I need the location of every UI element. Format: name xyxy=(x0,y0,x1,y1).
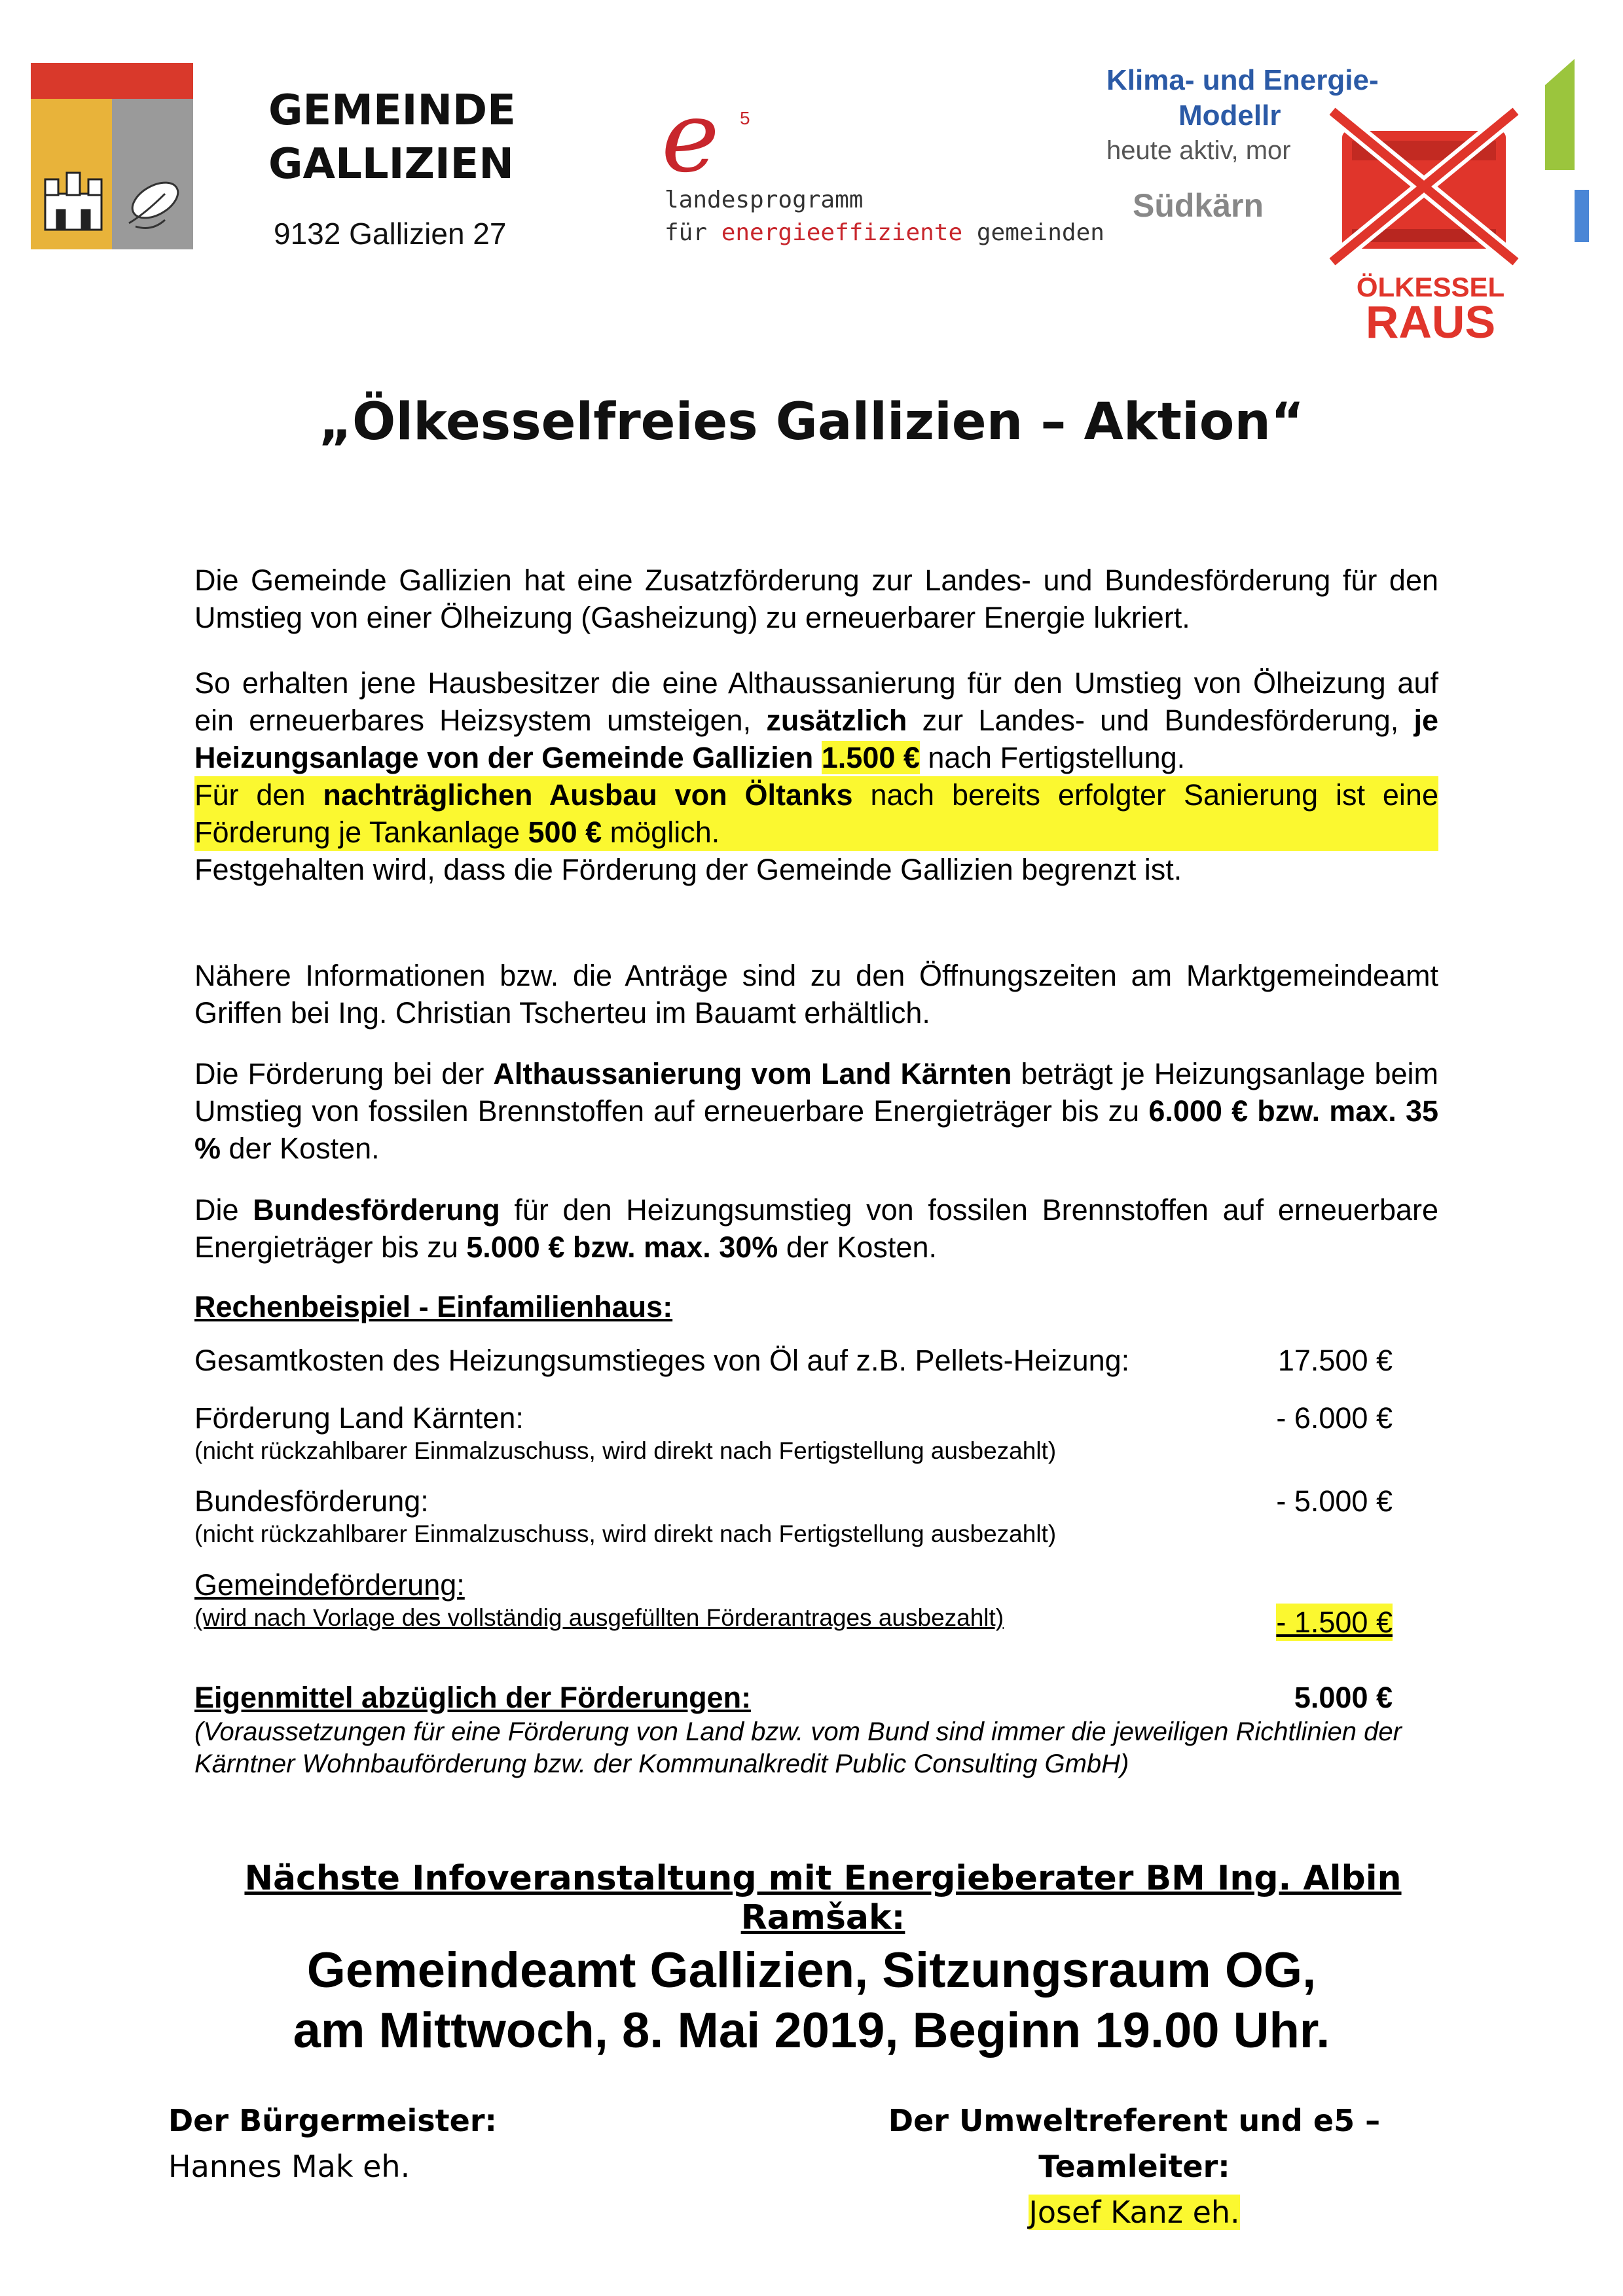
federal-text-a: Die xyxy=(194,1193,253,1227)
calc-gemeinde-row xyxy=(194,1566,1393,1639)
land-text-d: 6.000 € bzw. max. 35 % xyxy=(194,1094,1439,1165)
calc-bund-label: Bundesförderung: xyxy=(194,1484,429,1518)
federal-text-e: der Kosten. xyxy=(778,1230,937,1264)
event-details xyxy=(0,1941,1623,2061)
calc-total-value: 17.500 € xyxy=(1277,1344,1393,1377)
e5-line2-highlight: energieeffiziente xyxy=(721,219,963,246)
subsidy-text xyxy=(194,664,1438,776)
mayor-role: Der Bürgermeister: xyxy=(168,2103,497,2138)
subsidy-text-b: zusätzlich xyxy=(766,704,907,737)
e5-logo-mark: e xyxy=(661,81,720,194)
tank-amount: 500 € xyxy=(528,816,602,849)
kem-line3: heute aktiv, mor xyxy=(1106,136,1291,165)
kem-line2: Modellr xyxy=(1178,99,1281,132)
signature-environment-officer xyxy=(802,2098,1467,2235)
mayor-name: Hannes Mak eh. xyxy=(168,2149,410,2184)
klima-energie-modellregion-logo xyxy=(1100,59,1591,347)
event-line1: Gemeindeamt Gallizien, Sitzungsraum OG, xyxy=(306,1943,1317,1998)
municipality-line1: GEMEINDE xyxy=(268,86,516,135)
calc-heading: Rechenbeispiel - Einfamilienhaus: xyxy=(194,1290,673,1323)
land-text-a: Die Förderung bei der xyxy=(194,1057,494,1090)
calc-bund-note: (nicht rückzahlbarer Einmalzuschuss, wird direkt nach Fertigstellung ausbezahlt) xyxy=(194,1520,1057,1547)
calc-bund-value: - 5.000 € xyxy=(1276,1484,1393,1518)
officer-name: Josef Kanz eh. xyxy=(1029,2195,1240,2230)
oelkessel-line2: RAUS xyxy=(1365,296,1496,347)
subsidy-text-d: je Heizungsanlage von der Gemeinde Gallizien xyxy=(194,704,1439,774)
e5-logo-superscript: 5 xyxy=(740,108,750,128)
land-text-c: beträgt je Heizungsanlage beim Umstieg von fossilen Brennstoffen auf erneuerbare Energieträger bis zu xyxy=(194,1057,1438,1128)
tank-text-c: nach bereits erfolgter Sanierung ist eine Förderung je Tankanlage xyxy=(194,778,1438,849)
calc-land-note: (nicht rückzahlbarer Einmalzuschuss, wird direkt nach Fertigstellung ausbezahlt) xyxy=(194,1437,1057,1464)
federal-text-d: 5.000 € bzw. max. 30% xyxy=(466,1230,778,1264)
event-line2: am Mittwoch, 8. Mai 2019, Beginn 19.00 Uhr. xyxy=(293,2003,1330,2058)
municipality-line2: GALLIZIEN xyxy=(268,140,514,188)
e5-program-logo xyxy=(661,81,1104,259)
calc-eigen-label: Eigenmittel abzüglich der Förderungen: xyxy=(194,1681,752,1714)
oelkessel-line1: ÖLKESSEL xyxy=(1356,272,1505,302)
e5-line1: landesprogramm xyxy=(665,187,864,213)
intro-paragraph xyxy=(194,562,1438,636)
signature-mayor xyxy=(168,2098,497,2189)
calc-bund-row xyxy=(194,1482,1393,1549)
federal-subsidy-text xyxy=(194,1191,1438,1266)
land-subsidy-text xyxy=(194,1055,1438,1167)
subsidy-paragraph xyxy=(194,664,1438,888)
info-paragraph xyxy=(194,957,1438,1031)
calc-land-label: Förderung Land Kärnten: xyxy=(194,1401,524,1435)
intro-text: Die Gemeinde Gallizien hat eine Zusatzförderung zur Landes- und Bundesförderung für den Umstieg von einer Ölheizung (Gasheizung) zu erneuerbarer Energie lukriert. xyxy=(194,564,1438,634)
subsidy-text-c: zur Landes- und Bundesförderung, xyxy=(907,704,1414,737)
kem-line1: Klima- und Energie- xyxy=(1106,64,1379,96)
subsidy-text-g: nach Fertigstellung. xyxy=(919,741,1186,774)
municipality-address: 9132 Gallizien 27 xyxy=(274,217,507,251)
calc-land-row xyxy=(194,1399,1393,1465)
tank-text-e: möglich. xyxy=(602,816,720,849)
calc-conditions: (Voraussetzungen für eine Förderung von Land bzw. vom Bund sind immer die jeweiligen Richtlinien der Kärntner Wohnbauförderung bzw. der Kommunalkredit Public Consulting GmbH) xyxy=(194,1717,1402,1778)
calc-eigen-row xyxy=(194,1679,1393,1716)
calc-land-value: - 6.000 € xyxy=(1276,1401,1393,1435)
officer-role: Der Umweltreferent und e5 – Teamleiter: xyxy=(888,2103,1381,2184)
subsidy-amount: 1.500 € xyxy=(821,741,920,774)
limit-text: Festgehalten wird, dass die Förderung der Gemeinde Gallizien begrenzt ist. xyxy=(194,853,1182,886)
gallizien-coat-of-arms-logo xyxy=(31,63,193,249)
land-subsidy-paragraph xyxy=(194,1055,1438,1167)
kem-line4: Südkärn xyxy=(1133,187,1264,224)
calc-gemeinde-value: - 1.500 € xyxy=(1276,1604,1393,1641)
calc-eigen-value: 5.000 € xyxy=(1294,1681,1393,1714)
e5-line2-suffix: gemeinden xyxy=(962,219,1104,246)
e5-line2 xyxy=(665,219,1104,246)
e5-line2-prefix: für xyxy=(665,219,721,246)
subsidy-text-e xyxy=(813,741,822,774)
tank-removal-text xyxy=(194,776,1438,851)
calc-total-label: Gesamtkosten des Heizungsumstieges von Öl auf z.B. Pellets-Heizung: xyxy=(194,1344,1130,1377)
federal-text-b: Bundesförderung xyxy=(253,1193,500,1227)
tank-text-a: Für den xyxy=(194,778,323,812)
federal-text-c: für den Heizungsumstieg von fossilen Brennstoffen auf erneuerbare Energieträger bis zu xyxy=(194,1193,1439,1264)
tank-text-b: nachträglichen Ausbau von Öltanks xyxy=(323,778,853,812)
page-title: „Ölkesselfreies Gallizien – Aktion“ xyxy=(318,393,1305,452)
federal-subsidy-paragraph xyxy=(194,1191,1438,1266)
officer-name-wrap xyxy=(802,2189,1467,2235)
calc-gemeinde-note xyxy=(194,1604,1393,1632)
subsidy-text-a: So erhalten jene Hausbesitzer die eine Althaussanierung für den Umstieg von Ölheizung auf ein erneuerbares Heizsystem umsteigen, xyxy=(194,666,1438,737)
info-event-heading: Nächste Infoveranstaltung mit Energieberater BM Ing. Albin Ramšak: xyxy=(244,1859,1402,1937)
land-text-e: der Kosten. xyxy=(221,1132,380,1165)
land-text-b: Althaussanierung vom Land Kärnten xyxy=(493,1057,1012,1090)
municipality-name xyxy=(268,84,516,191)
calc-total-row xyxy=(194,1342,1393,1379)
calc-gemeinde-note-text: (wird nach Vorlage des vollständig ausgefüllten Förderantrages ausbezahlt) xyxy=(194,1604,1004,1631)
info-text: Nähere Informationen bzw. die Anträge sind zu den Öffnungszeiten am Marktgemeindeamt Griffen bei Ing. Christian Tscherteu im Bauamt erhältlich. xyxy=(194,959,1438,1030)
calc-gemeinde-label: Gemeindeförderung: xyxy=(194,1568,465,1602)
